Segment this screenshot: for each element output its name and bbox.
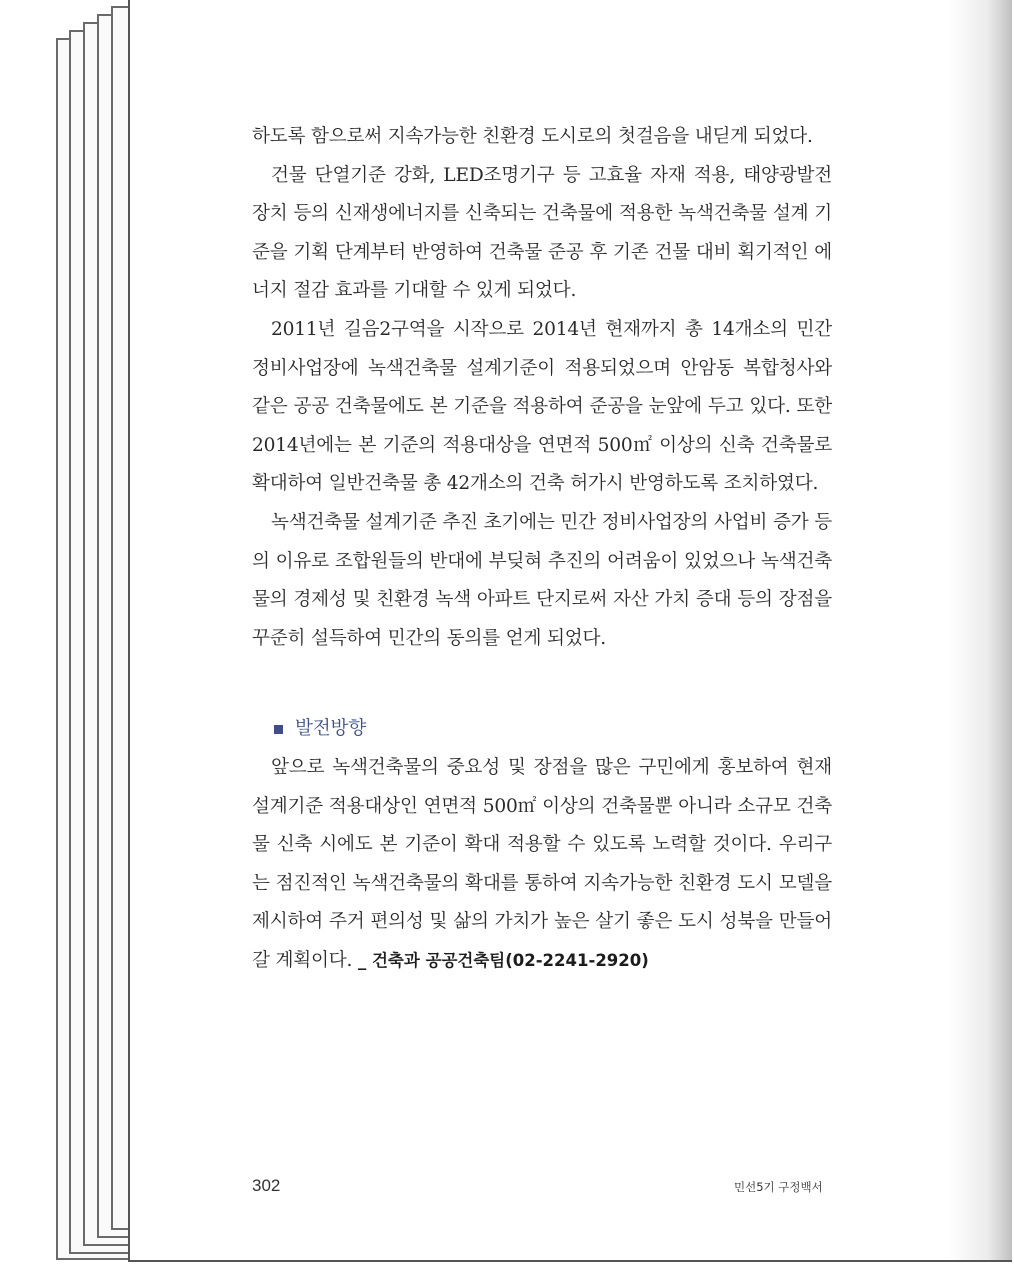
future-direction-text: 앞으로 녹색건축물의 중요성 및 장점을 많은 구민에게 홍보하여 현재 설계기준 적용대상인 연면적 500㎡ 이상의 건축물뿐 아니라 소규모 건축물 신축 시에도 본 기준이 확대 적용할 수 있도록 노력할 것이다. 우리구는 점진적인 녹색건축물의 확대를 통하여 지속가능한 친환경 도시 모델을 제시하여 주거 편의성 및 삶의 가치가 높은 살기 좋은 도시 성북을 만들어갈 계획이다. <box>252 756 832 971</box>
paragraph-application-status: 2011년 길음2구역을 시작으로 2014년 현재까지 총 14개소의 민간 정비사업장에 녹색건축물 설계기준이 적용되었으며 안암동 복합청사와 같은 공공 건축물에도 본 기준을 적용하여 준공을 눈앞에 두고 있다. 또한 2014년에는 본 기준의 적용대상을 연면적 500㎡ 이상의 신축 건축물로 확대하여 일반건축물 총 42개소의 건축 허가시 반영하도록 조치하였다. <box>252 318 832 495</box>
paragraph-continuation: 하도록 함으로써 지속가능한 친환경 도시로의 첫걸음을 내딛게 되었다. <box>252 126 813 147</box>
square-bullet-icon <box>274 725 283 734</box>
page-content <box>252 118 832 980</box>
section-heading <box>252 710 832 749</box>
paragraph-future-direction <box>252 749 832 981</box>
book-title: 민선5기 구정백서 <box>734 1180 823 1194</box>
paragraph-early-difficulties: 녹색건축물 설계기준 추진 초기에는 민간 정비사업장의 사업비 증가 등의 이유로 조합원들의 반대에 부딪혀 추진의 어려움이 있었으나 녹색건축물의 경제성 및 친환경 녹색 아파트 단지로써 자산 가치 증대 등의 장점을 꾸준히 설득하여 민간의 동의를 얻게 되었다. <box>252 511 832 649</box>
section-heading-text: 발전방향 <box>295 718 367 740</box>
page-number: 302 <box>252 1176 281 1195</box>
department-credit: _ 건축과 공공건축팀(02-2241-2920) <box>357 950 649 970</box>
book-page <box>128 0 1012 1262</box>
paragraph-design-standard: 건물 단열기준 강화, LED조명기구 등 고효율 자재 적용, 태양광발전 장치 등의 신재생에너지를 신축되는 건축물에 적용한 녹색건축물 설계 기준을 기획 단계부터 반영하여 건축물 준공 후 기존 건물 대비 획기적인 에너지 절감 효과를 기대할 수 있게 되었다. <box>252 164 832 302</box>
